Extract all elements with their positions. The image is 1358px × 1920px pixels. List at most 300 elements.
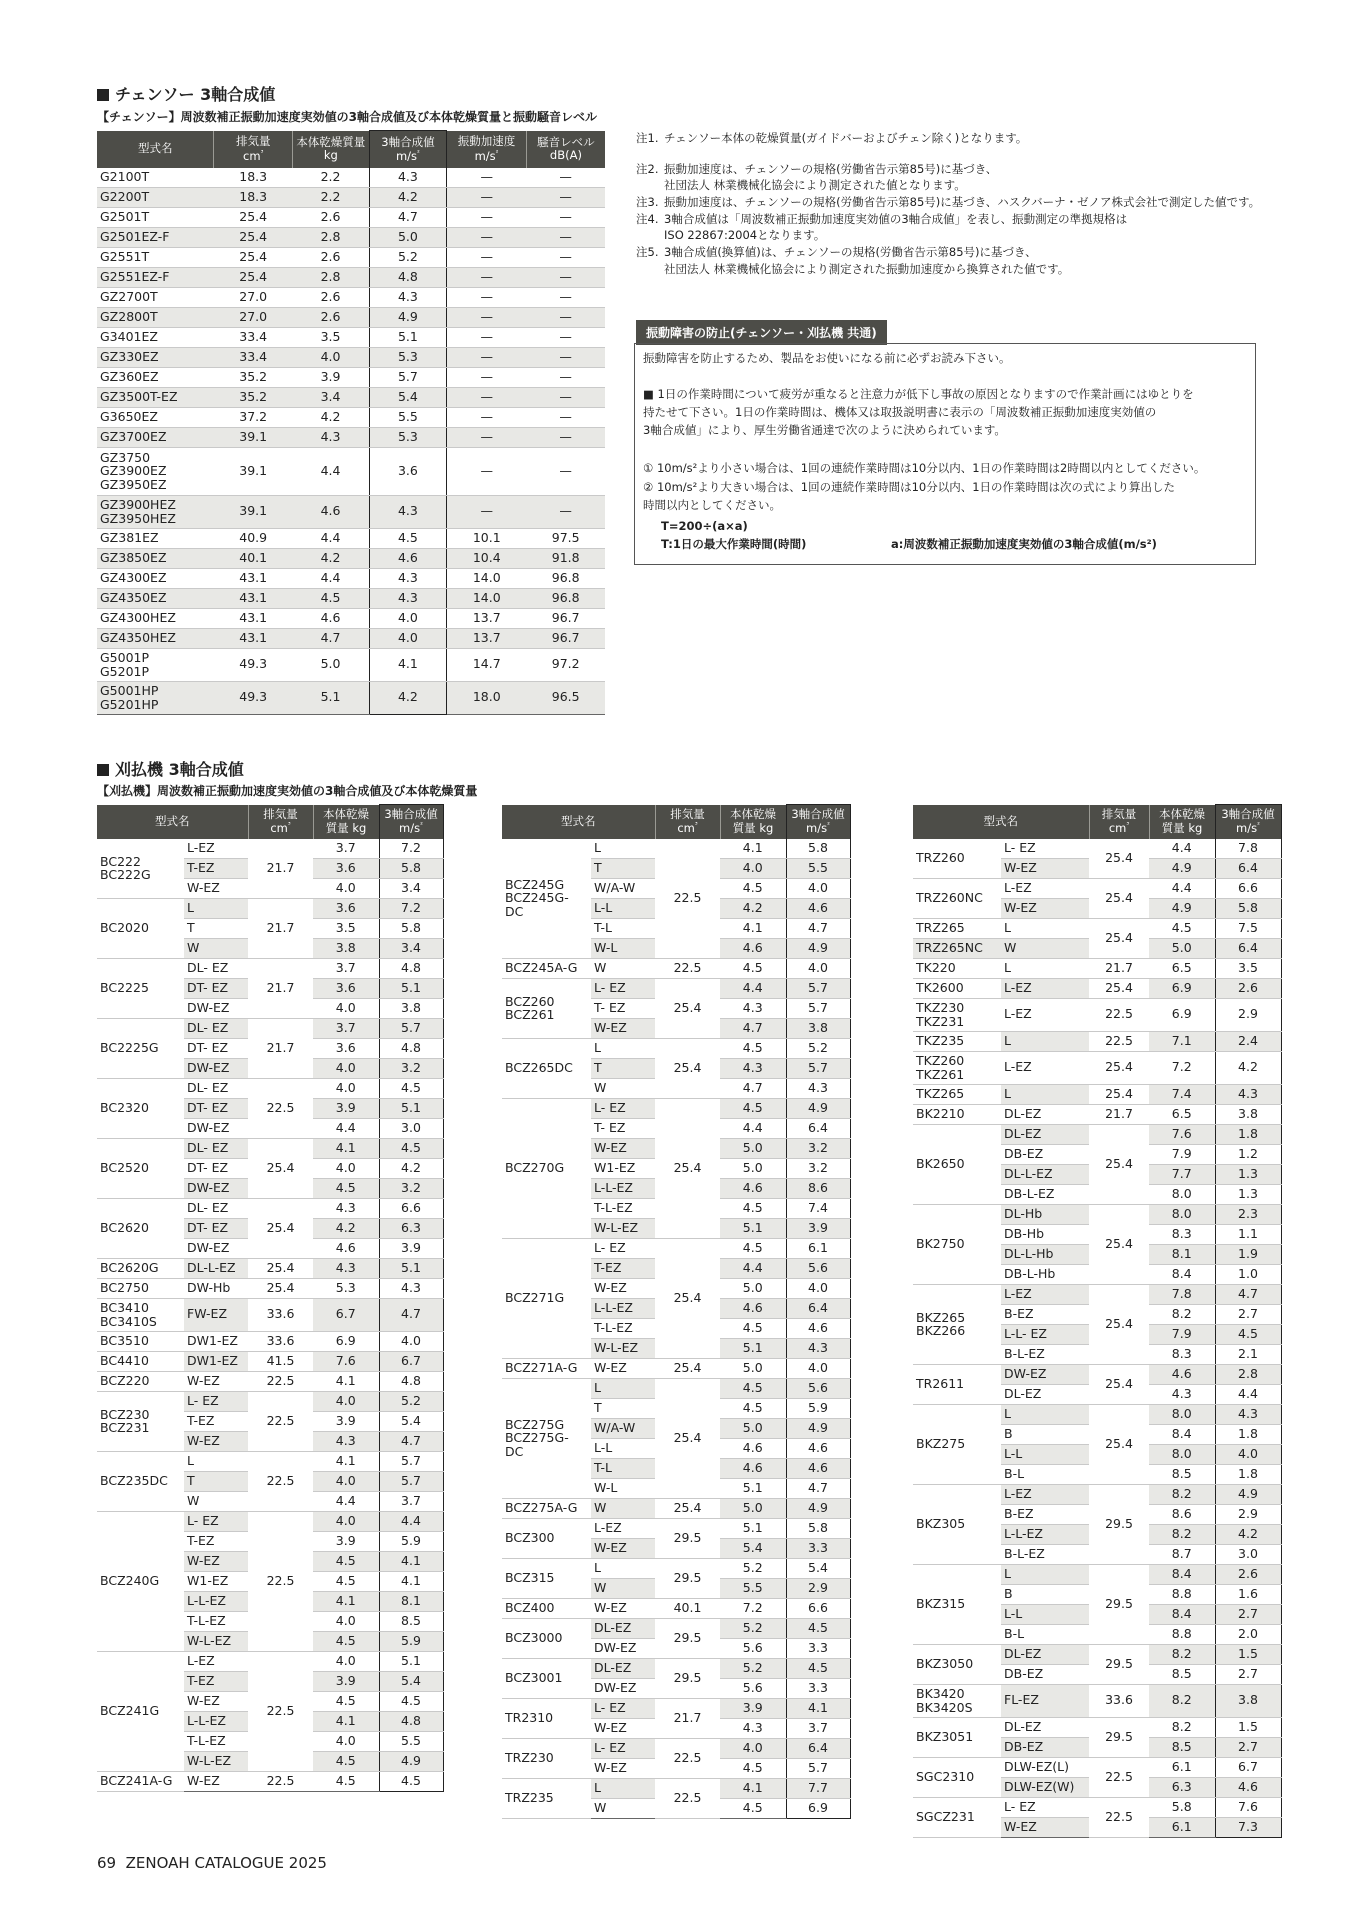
brushcutter-row	[913, 878, 1281, 898]
chainsaw-cell: —	[447, 267, 527, 287]
brushcutter-variant: T-EZ	[591, 1258, 655, 1278]
brushcutter-weight: 8.4	[1149, 1424, 1215, 1444]
brushcutter-model: BK3420 BK3420S	[913, 1684, 1001, 1717]
brushcutter-3axis: 2.9	[1215, 1504, 1281, 1524]
brushcutter-weight: 3.9	[313, 1671, 379, 1691]
brushcutter-3axis: 4.9	[786, 938, 850, 958]
brushcutter-row	[502, 958, 850, 978]
brushcutter-weight: 4.0	[313, 998, 379, 1018]
brushcutter-variant: DW-EZ	[184, 1058, 248, 1078]
brushcutter-3axis: 7.7	[786, 1778, 850, 1798]
brushcutter-variant: L- EZ	[1001, 839, 1089, 859]
brushcutter-3axis: 3.2	[786, 1138, 850, 1158]
chainsaw-row	[97, 327, 605, 347]
brushcutter-3axis: 4.9	[786, 1418, 850, 1438]
chainsaw-cell: GZ330EZ	[97, 347, 214, 367]
brushcutter-model: SGC2310	[913, 1757, 1001, 1797]
brushcutter-3axis: 5.8	[379, 858, 443, 878]
chainsaw-cell: 96.7	[526, 608, 605, 628]
chainsaw-cell: 4.5	[293, 588, 370, 608]
brushcutter-3axis: 4.6	[786, 1458, 850, 1478]
brushcutter-3axis: 6.4	[1215, 938, 1281, 958]
chainsaw-cell: 2.2	[293, 187, 370, 207]
brushcutter-3axis: 4.5	[786, 1618, 850, 1638]
brushcutter-3axis: 5.7	[786, 1758, 850, 1778]
brushcutter-3axis: 3.8	[1215, 1104, 1281, 1124]
brushcutter-variant: W	[591, 1578, 655, 1598]
brushcutter-row	[913, 1284, 1281, 1304]
brushcutter-weight: 4.0	[313, 878, 379, 898]
brushcutter-3axis: 8.6	[786, 1178, 850, 1198]
brushcutter-variant: L- EZ	[591, 1098, 655, 1118]
brushcutter-variant: W-EZ	[591, 1278, 655, 1298]
brushcutter-variant: DT- EZ	[184, 1038, 248, 1058]
brushcutter-weight: 4.1	[720, 1778, 786, 1798]
chainsaw-cell: 43.1	[214, 568, 293, 588]
chainsaw-subtitle: 【チェンソー】周波数補正振動加速度実効値の3軸合成値及び本体乾燥質量と振動騒音レベル	[97, 110, 597, 124]
brushcutter-variant: L- EZ	[591, 978, 655, 998]
brushcutter-variant: DW-EZ	[184, 1118, 248, 1138]
brushcutter-cc: 25.4	[655, 1038, 720, 1098]
brushcutter-3axis: 2.9	[1215, 998, 1281, 1031]
brushcutter-3axis: 4.5	[379, 1771, 443, 1791]
chainsaw-cell: GZ381EZ	[97, 528, 214, 548]
brushcutter-variant: W-EZ	[184, 878, 248, 898]
chainsaw-cell: 4.4	[293, 528, 370, 548]
brushcutter-cc: 22.5	[655, 1778, 720, 1818]
brushcutter-3axis: 2.3	[1215, 1204, 1281, 1224]
brushcutter-cc: 40.1	[655, 1598, 720, 1618]
chainsaw-cell: —	[447, 187, 527, 207]
chainsaw-cell: GZ3500T-EZ	[97, 387, 214, 407]
chainsaw-cell: GZ3850EZ	[97, 548, 214, 568]
chainsaw-row	[97, 568, 605, 588]
chainsaw-cell: 4.3	[369, 287, 447, 307]
chainsaw-cell: 5.5	[369, 407, 447, 427]
brushcutter-weight: 4.9	[1149, 858, 1215, 878]
brushcutter-cc: 41.5	[248, 1351, 313, 1371]
brushcutter-variant: DW1-EZ	[184, 1331, 248, 1351]
brushcutter-row	[502, 1098, 850, 1118]
brushcutter-weight: 4.5	[720, 1378, 786, 1398]
brushcutter-row	[913, 1051, 1281, 1084]
chainsaw-cell: —	[526, 427, 605, 447]
brushcutter-cc: 22.5	[248, 1078, 313, 1138]
brushcutter-model: TKZ230 TKZ231	[913, 998, 1001, 1031]
brushcutter-weight: 8.3	[1149, 1344, 1215, 1364]
brushcutter-variant: DW-Hb	[184, 1278, 248, 1298]
brushcutter-weight: 4.4	[313, 1118, 379, 1138]
brushcutter-weight: 8.5	[1149, 1737, 1215, 1757]
brushcutter-row	[913, 918, 1281, 938]
chainsaw-cell: 4.0	[293, 347, 370, 367]
brushcutter-3axis: 4.9	[1215, 1484, 1281, 1504]
chainsaw-cell: GZ4350HEZ	[97, 628, 214, 648]
brushcutter-cc: 25.4	[1089, 1364, 1149, 1404]
brushcutter-weight: 8.2	[1149, 1644, 1215, 1664]
chainsaw-cell: 27.0	[214, 287, 293, 307]
brushcutter-3axis: 2.0	[1215, 1624, 1281, 1644]
brushcutter-variant: L-EZ	[1001, 1051, 1089, 1084]
chainsaw-title-text: チェンソー 3軸合成値	[115, 85, 276, 104]
brushcutter-weight: 4.5	[720, 1318, 786, 1338]
brushcutter-weight: 4.5	[313, 1751, 379, 1771]
brushcutter-variant: DL-EZ	[591, 1618, 655, 1638]
brushcutter-row	[97, 1258, 443, 1278]
brushcutter-model: BCZ260 BCZ261	[502, 978, 591, 1038]
brushcutter-variant: DL- EZ	[184, 1078, 248, 1098]
brushcutter-weight: 5.0	[720, 1158, 786, 1178]
brushcutter-row	[913, 1104, 1281, 1124]
chainsaw-row	[97, 227, 605, 247]
chainsaw-cell: GZ4300EZ	[97, 568, 214, 588]
chainsaw-cell: G3401EZ	[97, 327, 214, 347]
chainsaw-cell: 33.4	[214, 327, 293, 347]
brushcutter-weight: 7.4	[1149, 1084, 1215, 1104]
brushcutter-weight: 4.0	[313, 1058, 379, 1078]
chainsaw-cell: G2501T	[97, 207, 214, 227]
brushcutter-weight: 4.9	[1149, 898, 1215, 918]
brushcutter-variant: DB-Hb	[1001, 1224, 1089, 1244]
brushcutter-header-cell: 本体乾燥 質量 kg	[1149, 805, 1215, 839]
brushcutter-variant: T	[591, 1398, 655, 1418]
brushcutter-3axis: 4.5	[379, 1138, 443, 1158]
brushcutter-cc: 29.5	[655, 1518, 720, 1558]
brushcutter-3axis: 1.0	[1215, 1264, 1281, 1284]
brushcutter-variant: DL-EZ	[591, 1658, 655, 1678]
brushcutter-weight: 4.5	[313, 1771, 379, 1791]
chainsaw-cell: —	[447, 387, 527, 407]
prevention-box	[634, 343, 1256, 565]
chainsaw-cell: 4.0	[369, 628, 447, 648]
brushcutter-weight: 3.7	[313, 839, 379, 859]
brushcutter-variant: B	[1001, 1424, 1089, 1444]
chainsaw-cell: 3.5	[293, 327, 370, 347]
brushcutter-section-title	[97, 757, 244, 780]
brushcutter-3axis: 5.7	[379, 1471, 443, 1491]
chainsaw-cell: —	[526, 287, 605, 307]
brushcutter-3axis: 5.8	[786, 1518, 850, 1538]
brushcutter-weight: 8.5	[1149, 1464, 1215, 1484]
brushcutter-3axis: 4.3	[379, 1278, 443, 1298]
brushcutter-weight: 8.3	[1149, 1224, 1215, 1244]
chainsaw-cell: 97.5	[526, 528, 605, 548]
brushcutter-weight: 4.5	[720, 958, 786, 978]
chainsaw-cell: G2501EZ-F	[97, 227, 214, 247]
chainsaw-cell: 4.3	[293, 427, 370, 447]
brushcutter-variant: L-EZ	[184, 839, 248, 859]
brushcutter-weight: 5.8	[1149, 1797, 1215, 1817]
brushcutter-cc: 25.4	[655, 1098, 720, 1238]
brushcutter-variant: L-L-EZ	[184, 1711, 248, 1731]
brushcutter-variant: B-EZ	[1001, 1304, 1089, 1324]
brushcutter-cc: 25.4	[1089, 1204, 1149, 1284]
brushcutter-3axis: 4.0	[1215, 1444, 1281, 1464]
brushcutter-row	[97, 1391, 443, 1411]
brushcutter-weight: 5.1	[720, 1478, 786, 1498]
brushcutter-variant: DB-EZ	[1001, 1664, 1089, 1684]
brushcutter-3axis: 2.8	[1215, 1364, 1281, 1384]
brushcutter-variant: L-L	[591, 898, 655, 918]
brushcutter-variant: T-L-EZ	[184, 1611, 248, 1631]
brushcutter-row	[97, 958, 443, 978]
brushcutter-variant: DB-L-Hb	[1001, 1264, 1089, 1284]
chainsaw-cell: —	[447, 407, 527, 427]
brushcutter-3axis: 4.3	[1215, 1084, 1281, 1104]
brushcutter-3axis: 2.9	[786, 1578, 850, 1598]
brushcutter-weight: 4.2	[313, 1218, 379, 1238]
brushcutter-3axis: 5.5	[379, 1731, 443, 1751]
chainsaw-cell: 49.3	[214, 648, 293, 681]
brushcutter-3axis: 5.6	[786, 1258, 850, 1278]
chainsaw-cell: 39.1	[214, 427, 293, 447]
brushcutter-variant: L- EZ	[1001, 1797, 1089, 1817]
brushcutter-model: BCZ3001	[502, 1658, 591, 1698]
brushcutter-weight: 4.3	[313, 1198, 379, 1218]
brushcutter-row	[502, 1698, 850, 1718]
brushcutter-weight: 3.6	[313, 978, 379, 998]
brushcutter-row	[97, 1138, 443, 1158]
brushcutter-model: TK2600	[913, 978, 1001, 998]
brushcutter-weight: 4.0	[313, 1471, 379, 1491]
chainsaw-cell: 33.4	[214, 347, 293, 367]
brushcutter-3axis: 5.1	[379, 1258, 443, 1278]
brushcutter-row	[502, 1658, 850, 1678]
brushcutter-cc: 22.5	[248, 1771, 313, 1791]
chainsaw-cell: 39.1	[214, 447, 293, 495]
brushcutter-3axis: 1.6	[1215, 1584, 1281, 1604]
brushcutter-3axis: 3.0	[1215, 1544, 1281, 1564]
brushcutter-3axis: 3.5	[1215, 958, 1281, 978]
brushcutter-variant: L- EZ	[591, 1738, 655, 1758]
chainsaw-cell: 2.6	[293, 247, 370, 267]
chainsaw-cell: 39.1	[214, 495, 293, 528]
chainsaw-cell: —	[526, 347, 605, 367]
brushcutter-variant: L	[591, 839, 655, 859]
brushcutter-weight: 8.2	[1149, 1524, 1215, 1544]
brushcutter-weight: 4.1	[313, 1138, 379, 1158]
brushcutter-cc: 25.4	[248, 1258, 313, 1278]
chainsaw-cell: GZ3750 GZ3900EZ GZ3950EZ	[97, 447, 214, 495]
chainsaw-cell: —	[447, 495, 527, 528]
brushcutter-variant: DL-EZ	[1001, 1104, 1089, 1124]
brushcutter-variant: W-EZ	[1001, 858, 1089, 878]
chainsaw-row	[97, 267, 605, 287]
chainsaw-cell: 4.3	[369, 568, 447, 588]
brushcutter-3axis: 4.0	[786, 1358, 850, 1378]
brushcutter-weight: 8.4	[1149, 1264, 1215, 1284]
brushcutter-variant: FL-EZ	[1001, 1684, 1089, 1717]
chainsaw-cell: GZ4300HEZ	[97, 608, 214, 628]
brushcutter-variant: DW-EZ	[591, 1678, 655, 1698]
brushcutter-3axis: 7.4	[786, 1198, 850, 1218]
brushcutter-3axis: 4.8	[379, 1711, 443, 1731]
brushcutter-weight: 7.9	[1149, 1144, 1215, 1164]
brushcutter-model: BKZ275	[913, 1404, 1001, 1484]
chainsaw-cell: —	[447, 347, 527, 367]
brushcutter-header-cell: 型式名	[97, 805, 248, 839]
brushcutter-cc: 21.7	[1089, 1104, 1149, 1124]
brushcutter-cc: 21.7	[1089, 958, 1149, 978]
chainsaw-row	[97, 608, 605, 628]
brushcutter-weight: 3.6	[313, 1038, 379, 1058]
brushcutter-weight: 3.5	[313, 918, 379, 938]
chainsaw-cell: —	[526, 447, 605, 495]
brushcutter-table-2	[502, 804, 851, 1819]
chainsaw-row	[97, 447, 605, 495]
brushcutter-cc: 25.4	[1089, 1124, 1149, 1204]
brushcutter-3axis: 6.6	[786, 1598, 850, 1618]
chainsaw-cell: 5.1	[369, 327, 447, 347]
brushcutter-cc: 22.5	[1089, 998, 1149, 1031]
brushcutter-3axis: 4.7	[1215, 1284, 1281, 1304]
brushcutter-3axis: 3.3	[786, 1638, 850, 1658]
brushcutter-3axis: 4.6	[786, 898, 850, 918]
brushcutter-variant: T-EZ	[184, 1411, 248, 1431]
brushcutter-3axis: 5.4	[786, 1558, 850, 1578]
brushcutter-model: BCZ235DC	[97, 1451, 184, 1511]
chainsaw-header-cell: 本体乾燥質量 kg	[293, 131, 370, 168]
chainsaw-cell: 43.1	[214, 588, 293, 608]
brushcutter-variant: L-EZ	[184, 1651, 248, 1671]
note-text: チェンソー本体の乾燥質量(ガイドバーおよびチェン除く)となります。	[664, 131, 1028, 145]
brushcutter-3axis: 2.1	[1215, 1344, 1281, 1364]
brushcutter-row	[913, 1797, 1281, 1817]
chainsaw-header-cell: 排気量 $cm^{^3}$	[214, 131, 293, 168]
chainsaw-cell: —	[526, 327, 605, 347]
brushcutter-weight: 4.4	[1149, 878, 1215, 898]
chainsaw-cell: GZ3900HEZ GZ3950HEZ	[97, 495, 214, 528]
brushcutter-weight: 4.5	[1149, 918, 1215, 938]
brushcutter-weight: 8.2	[1149, 1684, 1215, 1717]
brushcutter-3axis: 5.7	[786, 978, 850, 998]
chainsaw-cell: —	[526, 187, 605, 207]
chainsaw-cell: 25.4	[214, 207, 293, 227]
brushcutter-header-cell: 排気量 $cm^{^3}$	[1089, 805, 1149, 839]
brushcutter-cc: 22.5	[655, 1738, 720, 1778]
brushcutter-cc: 25.4	[655, 1498, 720, 1518]
brushcutter-weight: 4.4	[720, 1118, 786, 1138]
brushcutter-weight: 4.1	[720, 918, 786, 938]
brushcutter-weight: 5.0	[720, 1278, 786, 1298]
brushcutter-weight: 5.1	[720, 1218, 786, 1238]
brushcutter-3axis: 4.3	[1215, 1404, 1281, 1424]
brushcutter-cc: 21.7	[655, 1698, 720, 1738]
brushcutter-model: BKZ3051	[913, 1717, 1001, 1757]
chainsaw-cell: 4.0	[369, 608, 447, 628]
chainsaw-cell: 96.8	[526, 588, 605, 608]
brushcutter-weight: 4.5	[313, 1631, 379, 1651]
brushcutter-weight: 5.0	[720, 1358, 786, 1378]
brushcutter-model: BKZ315	[913, 1564, 1001, 1644]
brushcutter-header-cell: 3軸合成値 $m/s^{^2}$	[786, 805, 850, 839]
chainsaw-cell: 25.4	[214, 267, 293, 287]
chainsaw-section-title	[97, 82, 275, 105]
brushcutter-weight: 4.0	[313, 1651, 379, 1671]
brushcutter-row	[97, 898, 443, 918]
brushcutter-3axis: 4.1	[379, 1551, 443, 1571]
page-number: 69	[97, 1854, 117, 1872]
brushcutter-model: TRZ260NC	[913, 878, 1001, 918]
brushcutter-variant: L-L	[1001, 1444, 1089, 1464]
chainsaw-cell: 4.5	[369, 528, 447, 548]
brushcutter-weight: 4.0	[313, 1611, 379, 1631]
brushcutter-weight: 3.7	[313, 958, 379, 978]
brushcutter-3axis: 7.2	[379, 898, 443, 918]
brushcutter-weight: 4.0	[313, 1158, 379, 1178]
brushcutter-model: TRZ235	[502, 1778, 591, 1818]
chainsaw-cell: —	[447, 447, 527, 495]
brushcutter-model: BCZ3000	[502, 1618, 591, 1658]
brushcutter-weight: 4.4	[720, 1258, 786, 1278]
brushcutter-3axis: 4.8	[379, 1371, 443, 1391]
brushcutter-row	[502, 1518, 850, 1538]
brushcutter-weight: 7.6	[1149, 1124, 1215, 1144]
brushcutter-variant: W1-EZ	[184, 1571, 248, 1591]
brushcutter-3axis: 4.7	[786, 1478, 850, 1498]
brushcutter-weight: 4.5	[720, 1098, 786, 1118]
chainsaw-cell: 4.3	[369, 168, 447, 188]
brushcutter-3axis: 4.2	[379, 1158, 443, 1178]
brushcutter-3axis: 1.5	[1215, 1717, 1281, 1737]
chainsaw-cell: GZ2700T	[97, 287, 214, 307]
chainsaw-cell: 4.6	[369, 548, 447, 568]
chainsaw-row	[97, 307, 605, 327]
brushcutter-row	[97, 1078, 443, 1098]
brushcutter-weight: 5.5	[720, 1578, 786, 1598]
brushcutter-weight: 4.6	[720, 1298, 786, 1318]
chainsaw-cell: 49.3	[214, 681, 293, 714]
chainsaw-row	[97, 247, 605, 267]
brushcutter-cc: 22.5	[248, 1391, 313, 1451]
brushcutter-weight: 5.1	[720, 1518, 786, 1538]
brushcutter-3axis: 5.5	[786, 858, 850, 878]
brushcutter-3axis: 4.7	[786, 918, 850, 938]
chainsaw-cell: —	[526, 387, 605, 407]
brushcutter-3axis: 5.9	[379, 1631, 443, 1651]
square-bullet-icon	[97, 764, 109, 776]
brushcutter-row	[913, 1404, 1281, 1424]
brushcutter-weight: 4.5	[720, 1038, 786, 1058]
brushcutter-weight: 3.7	[313, 1018, 379, 1038]
brushcutter-3axis: 2.7	[1215, 1304, 1281, 1324]
prevention-bullet: ■ 1日の作業時間について疲労が重なると注意力が低下し事故の原因となりますので作業計画にはゆとりを 持たせて下さい。1日の作業時間は、機体又は取扱説明書に表示の「周波数補正振動加速度実効値の 3軸合成値」により、厚生労働省通達で次のように決められています。	[643, 387, 1194, 437]
chainsaw-cell: GZ2800T	[97, 307, 214, 327]
brushcutter-3axis: 2.4	[1215, 1031, 1281, 1051]
brushcutter-variant: DW-EZ	[591, 1638, 655, 1658]
brushcutter-subtitle: 【刈払機】周波数補正振動加速度実効値の3軸合成値及び本体乾燥質量	[97, 784, 478, 798]
chainsaw-row	[97, 407, 605, 427]
brushcutter-weight: 8.7	[1149, 1544, 1215, 1564]
chainsaw-cell: —	[526, 307, 605, 327]
brushcutter-model: BC2620	[97, 1198, 184, 1258]
chainsaw-cell: G2551EZ-F	[97, 267, 214, 287]
brushcutter-cc: 25.4	[655, 1358, 720, 1378]
chainsaw-cell: 25.4	[214, 247, 293, 267]
brushcutter-model: TKZ235	[913, 1031, 1001, 1051]
brushcutter-row	[502, 1618, 850, 1638]
brushcutter-model: BKZ305	[913, 1484, 1001, 1564]
chainsaw-cell: 43.1	[214, 608, 293, 628]
brushcutter-row	[913, 1484, 1281, 1504]
brushcutter-variant: DT- EZ	[184, 1218, 248, 1238]
brushcutter-model: TRZ265	[913, 918, 1001, 938]
brushcutter-row	[913, 978, 1281, 998]
brushcutter-cc: 25.4	[1089, 1284, 1149, 1364]
brushcutter-variant: W-EZ	[184, 1691, 248, 1711]
brushcutter-variant: L	[591, 1778, 655, 1798]
chainsaw-row	[97, 387, 605, 407]
